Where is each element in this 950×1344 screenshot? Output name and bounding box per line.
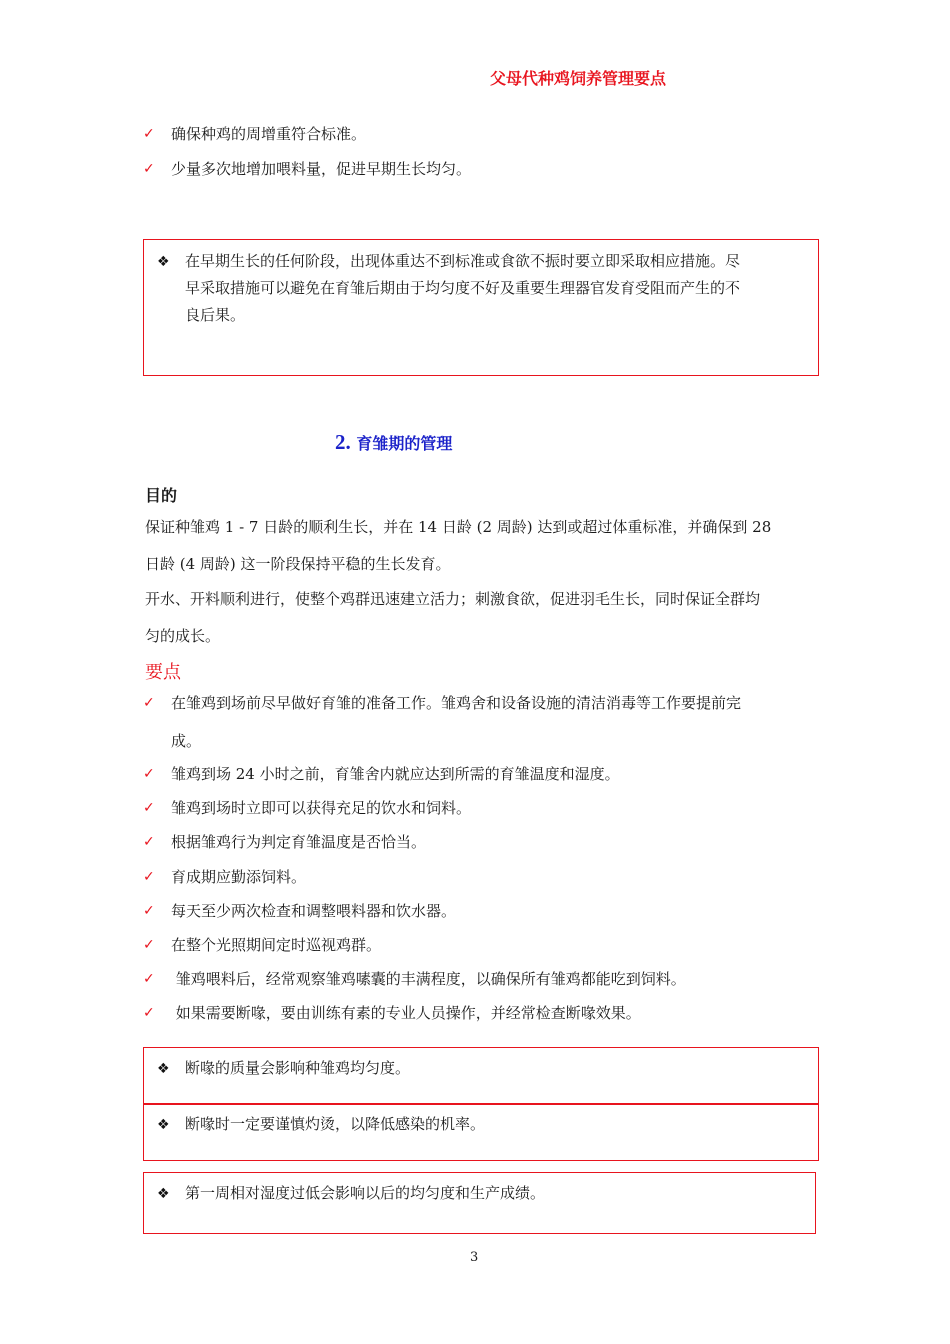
note-line: 在早期生长的任何阶段，出现体重达不到标准或食欲不振时要立即采取相应措施。尽 [185,252,741,270]
note-box [143,1047,819,1105]
section-number: 2. [335,430,351,454]
checkmark-icon: ✓ [143,161,155,177]
list-item-continuation: 成。 [171,732,202,750]
paragraph-line: 日龄 (4 周龄) 这一阶段保持平稳的生长发育。 [145,555,451,573]
checkmark-icon: ✓ [143,800,155,816]
list-item [143,901,456,921]
list-item-text: 少量多次地增加喂料量，促进早期生长均匀。 [171,160,472,178]
checkmark-icon: ✓ [143,766,155,782]
diamond-bullet-icon: ❖ [157,1117,170,1133]
document-header-title: 父母代种鸡饲养管理要点 [490,69,667,88]
section-title: 育雏期的管理 [356,434,453,453]
section-heading [335,430,452,455]
note-text: 第一周相对湿度过低会影响以后的均匀度和生产成绩。 [185,1184,546,1202]
list-item [143,159,471,179]
list-item-text: 雏鸡到场 24 小时之前，育雏舍内就应达到所需的育雏温度和湿度。 [171,765,620,783]
list-item-text: 雏鸡到场时立即可以获得充足的饮水和饲料。 [171,799,472,817]
list-item-text: 确保种鸡的周增重符合标准。 [171,125,367,143]
list-item-text: 在整个光照期间定时巡视鸡群。 [171,936,382,954]
list-item [143,935,381,955]
list-item [143,693,741,713]
list-item-text: 雏鸡喂料后，经常观察雏鸡嗉囊的丰满程度，以确保所有雏鸡都能吃到饲料。 [171,970,686,988]
note-text: 断喙时一定要谨慎灼烫，以降低感染的机率。 [185,1115,486,1133]
checkmark-icon: ✓ [143,937,155,953]
list-item-text: 根据雏鸡行为判定育雏温度是否恰当。 [171,833,427,851]
checkmark-icon: ✓ [143,1005,155,1021]
diamond-bullet-icon: ❖ [157,1186,170,1202]
checkmark-icon: ✓ [143,869,155,885]
list-item-text: 每天至少两次检查和调整喂料器和饮水器。 [171,902,457,920]
list-item [143,969,686,989]
checkmark-icon: ✓ [143,903,155,919]
list-item [143,764,620,784]
paragraph-line: 保证种雏鸡 1 - 7 日龄的顺利生长，并在 14 日龄 (2 周龄) 达到或超过体重标准，并确保到 28 [145,518,772,536]
note-line: 早采取措施可以避免在育雏后期由于均匀度不好及重要生理器官发育受阻而产生的不 [185,279,741,297]
checkmark-icon: ✓ [143,695,155,711]
note-text [185,248,813,329]
page-number: 3 [470,1250,479,1265]
list-item-text: 育成期应勤添饲料。 [171,868,307,886]
note-box [143,1103,819,1161]
paragraph-line: 匀的成长。 [145,627,221,645]
purpose-heading: 目的 [145,486,178,505]
list-item [143,798,471,818]
diamond-bullet-icon: ❖ [157,254,170,270]
note-line: 良后果。 [185,306,246,324]
note-text: 断喙的质量会影响种雏鸡均匀度。 [185,1059,411,1077]
list-item [143,1003,641,1023]
list-item [143,832,426,852]
list-item-text: 在雏鸡到场前尽早做好育雏的准备工作。雏鸡舍和设备设施的清洁消毒等工作要提前完 [171,694,742,712]
list-item [143,867,306,887]
checkmark-icon: ✓ [143,971,155,987]
paragraph-line: 开水、开料顺利进行，使整个鸡群迅速建立活力；刺激食欲，促进羽毛生长，同时保证全群均 [145,590,761,608]
checkmark-icon: ✓ [143,126,155,142]
checkmark-icon: ✓ [143,834,155,850]
diamond-bullet-icon: ❖ [157,1061,170,1077]
list-item-text: 如果需要断喙，要由训练有素的专业人员操作，并经常检查断喙效果。 [171,1004,641,1022]
note-box [143,239,819,376]
points-heading: 要点 [145,662,181,683]
list-item [143,124,366,144]
note-box [143,1172,816,1234]
